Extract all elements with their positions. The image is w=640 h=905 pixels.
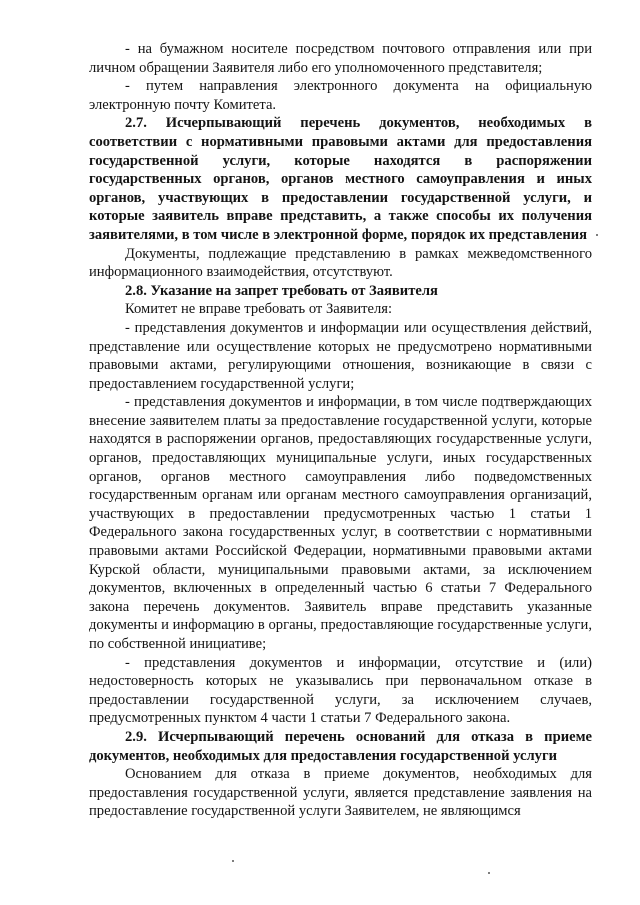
section-2-8-bullet-1: - представления документов и информации или осуществления действий, представление или осуществление которых не предусмотрено нормативными правовыми актами, регулирующими отношения, возникающие в связи с предоставлением государственной услуги; [89, 319, 592, 392]
section-2-9-text: Основанием для отказа в приеме документов, необходимых для предоставления государственной услуги, является представление заявления на предоставление государственной услуги Заявителем, не являющимся [89, 766, 592, 820]
bullet-paper-submission: - на бумажном носителе посредством почтового отправления или при личном обращении Заявителя либо его уполномоченного представителя; [89, 41, 592, 76]
scan-speck [232, 860, 234, 862]
scan-speck [596, 234, 598, 236]
section-2-8-heading: 2.8. Указание на запрет требовать от Заявителя [125, 282, 438, 299]
scan-speck [488, 872, 490, 874]
section-2-7-heading: 2.7. Исчерпывающий перечень документов, необходимых в соответствии с нормативными правовыми актами для предоставления государственной услуги, которые находятся в распоряжении государственных органов, органов местного самоуправления и иных органов, участвующих в предоставлении государственной услуги, и которые заявитель вправе представить, а также способы их получения заявителями, в том числе в электронной форме, порядок их представления [89, 115, 592, 243]
section-2-8-intro: Комитет не вправе требовать от Заявителя: [125, 301, 393, 318]
section-2-8-bullet-3: - представления документов и информации, отсутствие и (или) недостоверность которых не указывались при первоначальном отказе в предоставлении государственной услуги, за исключением случаев, предусмотренных пунктом 4 части 1 статьи 7 Федерального закона. [89, 654, 592, 727]
section-2-7-text: Документы, подлежащие представлению в рамках межведомственного информационного взаимодействия, отсутствуют. [89, 245, 592, 281]
bullet-electronic-submission: - путем направления электронного документа на официальную электронную почту Комитета. [89, 78, 592, 113]
section-2-9-heading: 2.9. Исчерпывающий перечень оснований для отказа в приеме документов, необходимых для предоставления государственной услуги [89, 728, 592, 764]
section-2-8-bullet-2: - представления документов и информации, в том числе подтверждающих внесение заявителем платы за предоставление государственной услуги, которые находятся в распоряжении органов, предоставляющих государственные услуги, органов, предоставляющих муниципальные услуги, иных государственных органов, органов местного самоуправления либо подведомственных государственным органам или органам местного самоуправления организаций, участвующих в предоставлении предусмотренных частью 1 статьи 1 Федерального закона государственных услуг, в соответствии с нормативными правовыми актами Российской Федерации, нормативными правовыми актами Курской области, муниципальными правовыми актами, за исключением документов, включенных в определенный частью 6 статьи 7 Федерального закона перечень документов. Заявитель вправе представить указанные документы и информацию в органы, предоставляющие государственные услуги, по собственной инициативе; [89, 394, 592, 652]
